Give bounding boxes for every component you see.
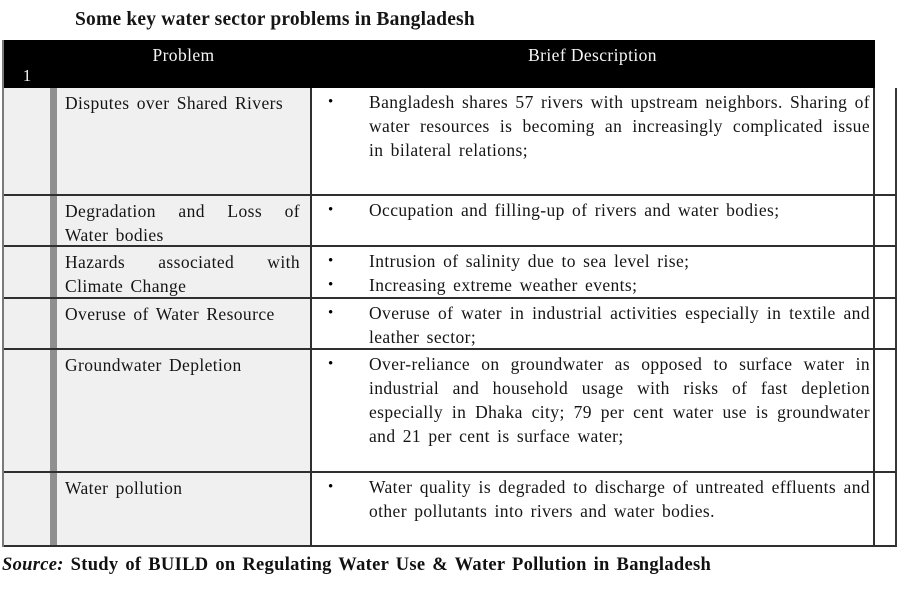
description-text: Increasing extreme weather events; bbox=[369, 275, 638, 295]
bullet-icon: • bbox=[328, 356, 334, 372]
description-text: Bangladesh shares 57 rivers with upstream neighbors. Sharing of water resources is becoming an increasingly complicated issue in bilateral relations; bbox=[369, 92, 870, 160]
col-header-description: Brief Description bbox=[310, 40, 875, 88]
source-note bbox=[2, 552, 875, 578]
table-row bbox=[4, 350, 897, 473]
bullet-item bbox=[312, 198, 870, 222]
table-row bbox=[4, 299, 897, 350]
description-text: Over-reliance on groundwater as opposed to surface water in industrial and household usage with risks of fast depletion especially in Dhaka city; 79 per cent water use is groundwater and 21 per cent is surface water; bbox=[369, 354, 870, 446]
right-margin-cell bbox=[875, 88, 897, 196]
bullet-icon: • bbox=[328, 277, 334, 293]
right-margin-cell bbox=[875, 473, 897, 547]
column-divider bbox=[50, 196, 57, 247]
problem-text: Water pollution bbox=[65, 478, 183, 498]
page bbox=[0, 9, 900, 578]
problem-text: Hazards associated with Climate Change bbox=[65, 252, 300, 296]
description-text: Occupation and filling-up of rivers and water bodies; bbox=[369, 200, 780, 220]
problem-cell bbox=[57, 350, 310, 473]
description-text: Water quality is degraded to discharge of untreated effluents and other pollutants into rivers and water bodies. bbox=[369, 477, 870, 521]
column-divider bbox=[50, 350, 57, 473]
table-header-row bbox=[4, 40, 897, 88]
row-index-cell bbox=[4, 350, 50, 473]
table-row bbox=[4, 196, 897, 247]
right-margin-cell bbox=[875, 299, 897, 350]
header-divider bbox=[50, 40, 57, 88]
column-divider bbox=[50, 299, 57, 350]
bullet-icon: • bbox=[328, 202, 334, 218]
bullet-icon: • bbox=[328, 94, 334, 110]
column-divider bbox=[50, 247, 57, 299]
row-index-cell bbox=[4, 88, 50, 196]
row-index-cell bbox=[4, 473, 50, 547]
description-cell bbox=[310, 196, 875, 247]
right-margin-cell bbox=[875, 350, 897, 473]
description-cell bbox=[310, 473, 875, 547]
bullet-item bbox=[312, 249, 870, 273]
description-cell bbox=[310, 350, 875, 473]
table-row bbox=[4, 247, 897, 299]
problem-text: Disputes over Shared Rivers bbox=[65, 93, 284, 113]
description-cell bbox=[310, 299, 875, 350]
description-text: Overuse of water in industrial activities especially in textile and leather sector; bbox=[369, 303, 870, 347]
bullet-icon: • bbox=[328, 305, 334, 321]
header-right-margin bbox=[875, 40, 897, 88]
table-row bbox=[4, 473, 897, 547]
column-divider bbox=[50, 473, 57, 547]
table-row bbox=[4, 88, 897, 196]
row-index-cell bbox=[4, 299, 50, 350]
source-label: Source: bbox=[2, 555, 64, 575]
row-index-cell bbox=[4, 247, 50, 299]
problem-cell bbox=[57, 196, 310, 247]
page-title: Some key water sector problems in Bangladesh bbox=[75, 9, 475, 30]
problem-cell bbox=[57, 88, 310, 196]
bullet-item bbox=[312, 90, 870, 162]
bullet-item bbox=[312, 352, 870, 448]
right-margin-cell bbox=[875, 247, 897, 299]
description-cell bbox=[310, 88, 875, 196]
row-index-cell bbox=[4, 196, 50, 247]
problem-cell bbox=[57, 247, 310, 299]
problem-text: Overuse of Water Resource bbox=[65, 304, 275, 324]
column-divider bbox=[50, 88, 57, 196]
bullet-item bbox=[312, 273, 870, 297]
bullet-icon: • bbox=[328, 253, 334, 269]
description-text: Intrusion of salinity due to sea level rise; bbox=[369, 251, 690, 271]
description-cell bbox=[310, 247, 875, 299]
bullet-icon: • bbox=[328, 479, 334, 495]
bullet-item bbox=[312, 475, 870, 523]
problem-cell bbox=[57, 473, 310, 547]
water-problems-table bbox=[2, 40, 897, 547]
col-header-problem: Problem bbox=[57, 40, 310, 88]
source-text: Study of BUILD on Regulating Water Use & Water Pollution in Bangladesh bbox=[70, 555, 712, 575]
right-margin-cell bbox=[875, 196, 897, 247]
table-number-cell bbox=[4, 40, 50, 88]
problem-text: Groundwater Depletion bbox=[65, 355, 242, 375]
problem-text: Degradation and Loss of Water bodies bbox=[65, 201, 300, 245]
bullet-item bbox=[312, 301, 870, 349]
table-number: 1 bbox=[22, 66, 32, 85]
problem-cell bbox=[57, 299, 310, 350]
